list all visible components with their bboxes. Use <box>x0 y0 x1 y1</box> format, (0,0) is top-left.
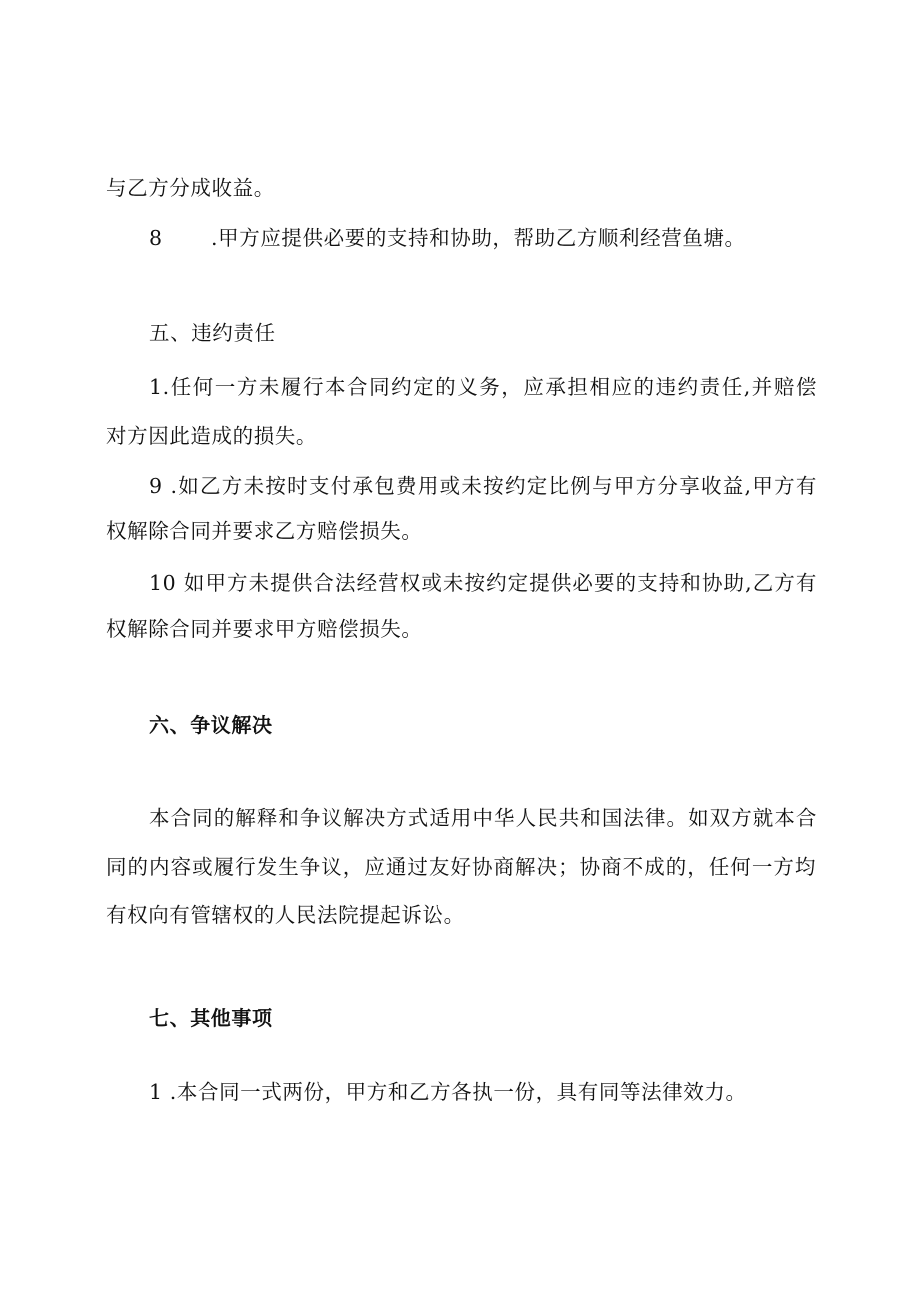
s6-paragraph-line-2: 同的内容或履行发生争议，应通过友好协商解决；协商不成的，任何一方均 <box>106 855 816 879</box>
s6-paragraph-line-3: 有权向有管辖权的人民法院提起诉讼。 <box>106 903 465 927</box>
s5-item-10-line-1: 10 如甲方未提供合法经营权或未按约定提供必要的支持和协助,乙方有 <box>149 571 817 595</box>
s6-paragraph-line-1: 本合同的解释和争议解决方式适用中华人民共和国法律。如双方就本合 <box>149 806 817 830</box>
item-8 <box>149 223 817 253</box>
section-7-title: 七、其他事项 <box>149 1006 273 1030</box>
s7-item-1: 1 .本合同一式两份，甲方和乙方各执一份，具有同等法律效力。 <box>149 1080 747 1104</box>
s5-item-1-line-2: 对方因此造成的损失。 <box>106 424 317 448</box>
item-8-text: .甲方应提供必要的支持和协助，帮助乙方顺利经营鱼塘。 <box>211 226 746 250</box>
paragraph-continuation: 与乙方分成收益。 <box>106 176 275 200</box>
s5-item-10-line-2: 权解除合同并要求甲方赔偿损失。 <box>106 617 423 641</box>
s5-item-9-line-2: 权解除合同并要求乙方赔偿损失。 <box>106 519 423 543</box>
section-5-title: 五、违约责任 <box>149 321 276 345</box>
s5-item-9-line-1: 9 .如乙方未按时支付承包费用或未按约定比例与甲方分享收益,甲方有 <box>149 474 817 498</box>
s5-item-1-line-1: 1.任何一方未履行本合同约定的义务，应承担相应的违约责任,并赔偿 <box>149 375 817 399</box>
item-8-number: 8 <box>149 226 163 250</box>
section-6-title: 六、争议解决 <box>149 713 273 737</box>
